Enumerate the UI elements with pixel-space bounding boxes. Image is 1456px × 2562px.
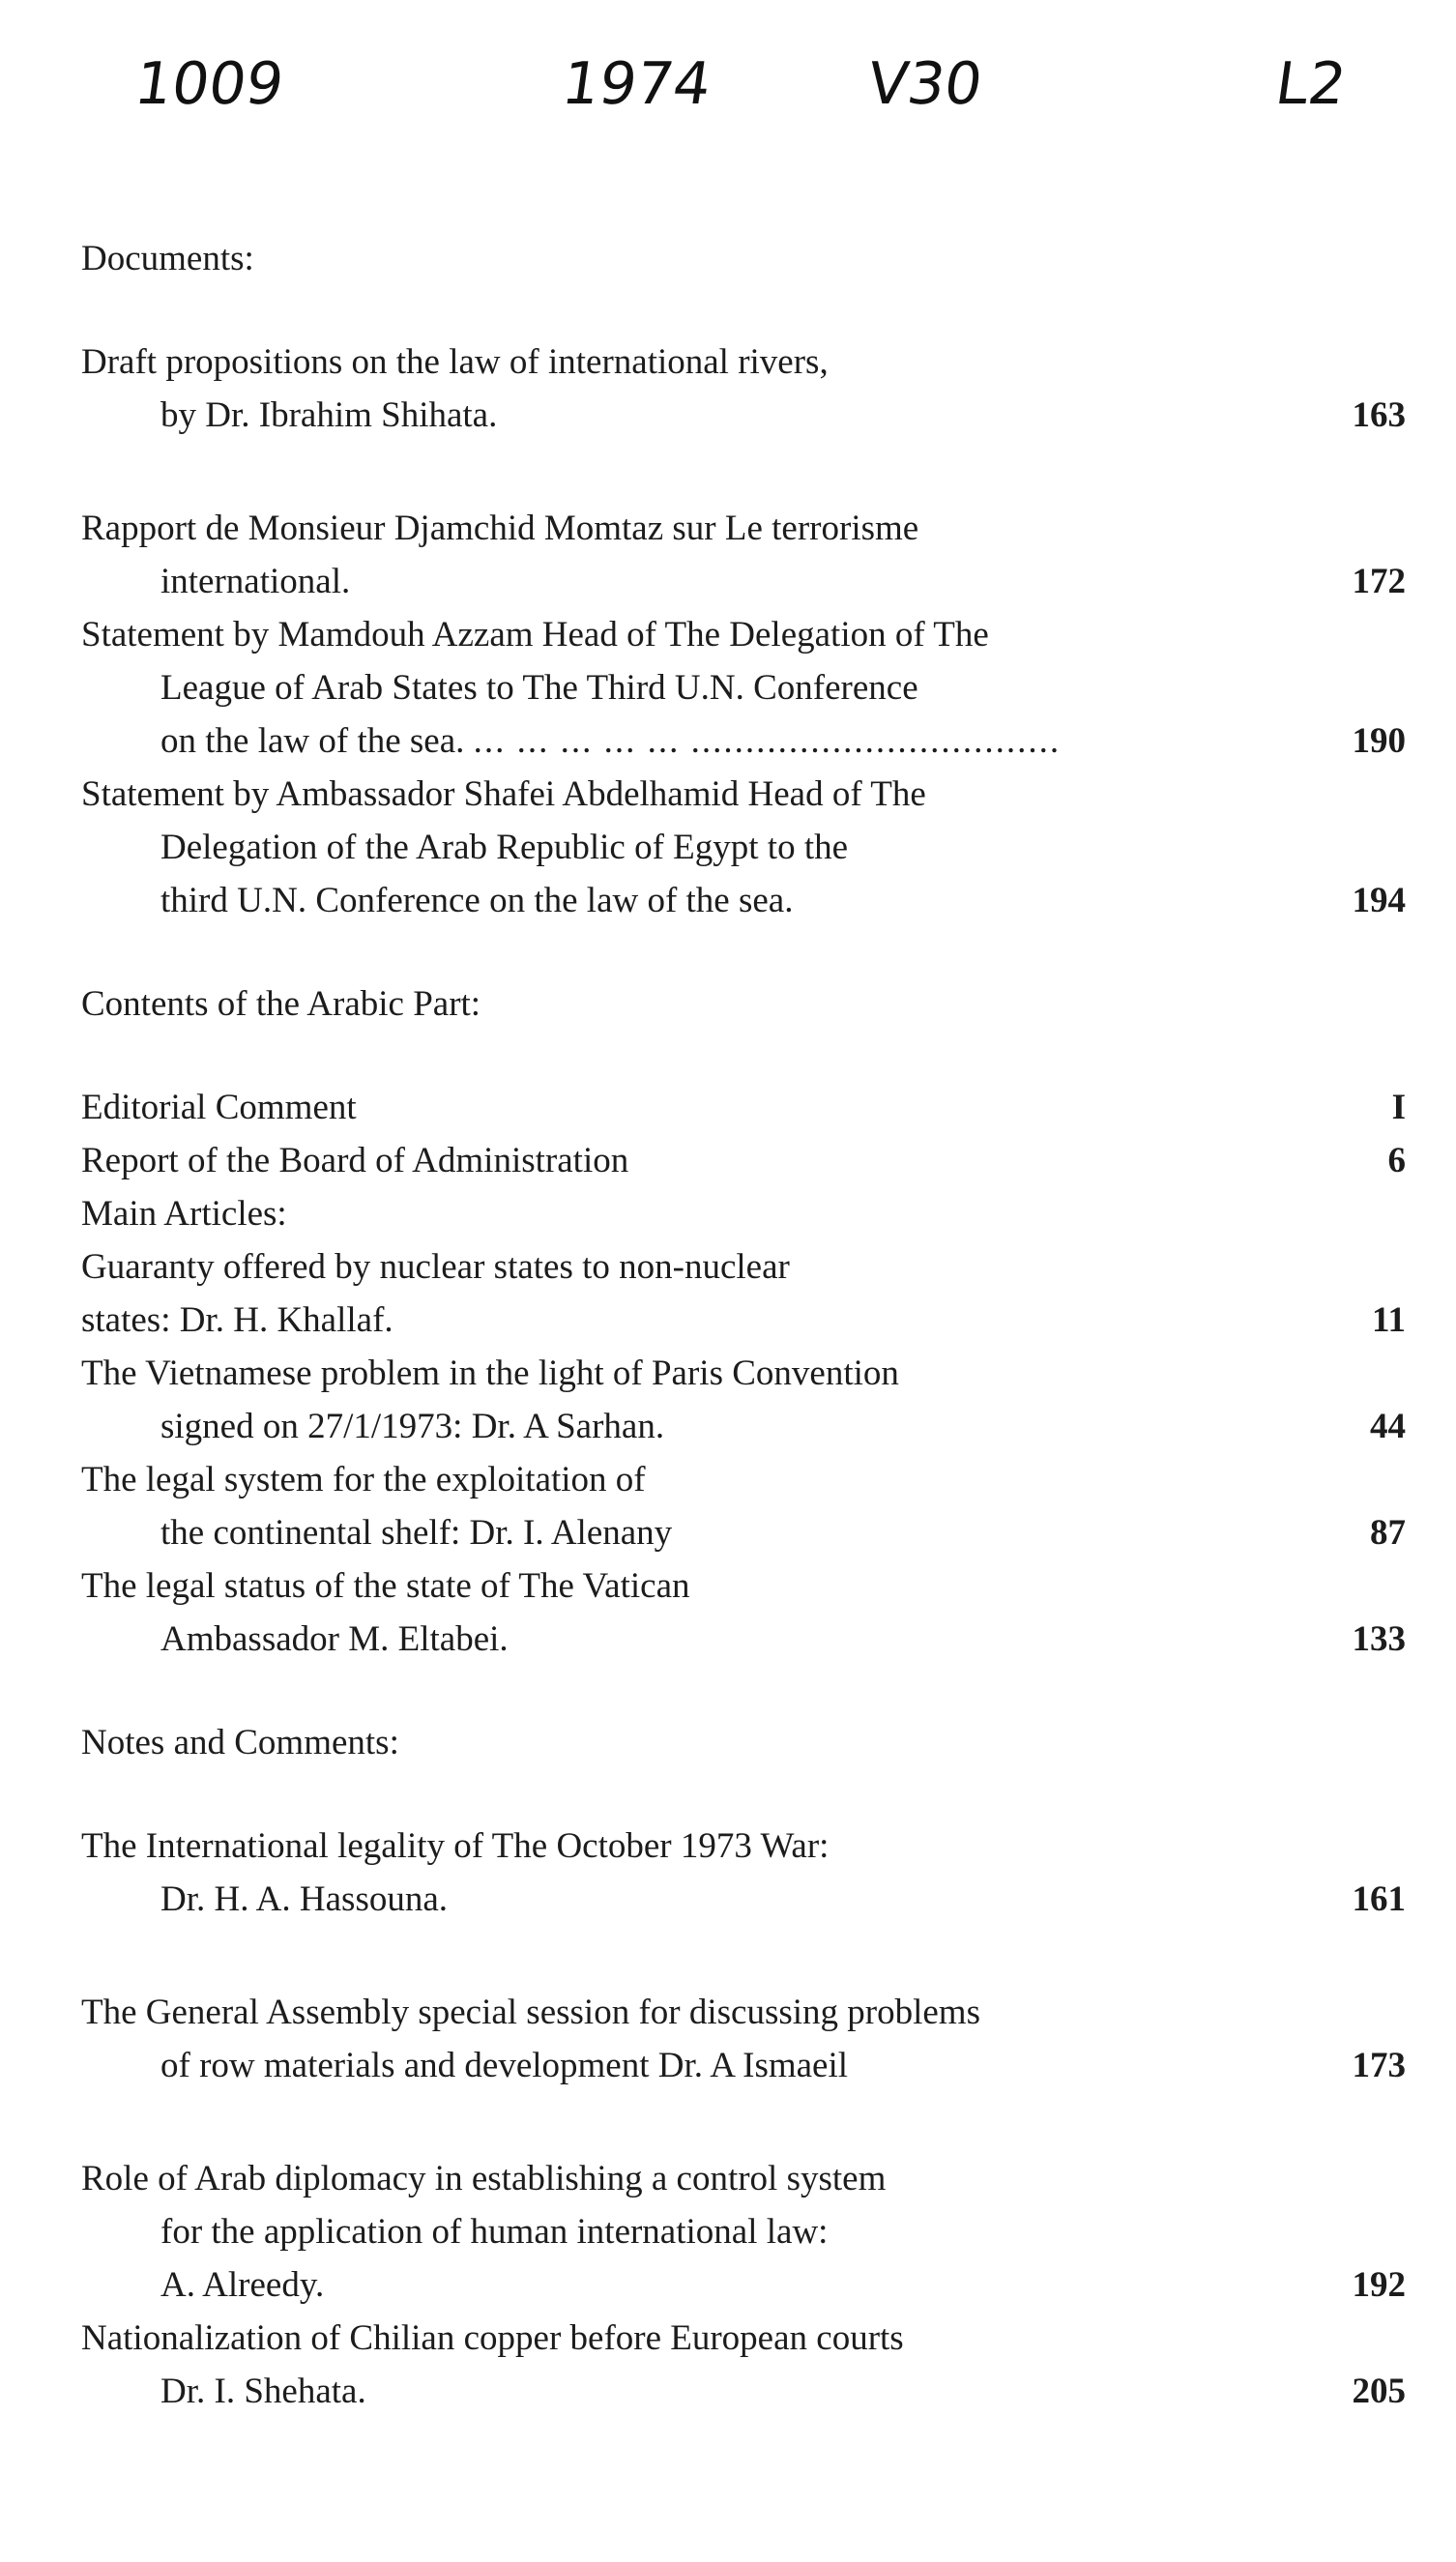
- toc-subheading: [81, 1187, 1406, 1240]
- entry-line: third U.N. Conference on the law of the sea.: [160, 881, 794, 920]
- entry-line: Rapport de Monsieur Djamchid Momtaz sur Le terrorisme: [81, 509, 919, 548]
- dot-leader: ... ... ... ... ... ..................................: [473, 721, 1062, 761]
- entry-line: Draft propositions on the law of international rivers,: [81, 342, 829, 382]
- entry-line: by Dr. Ibrahim Shihata.: [160, 395, 498, 435]
- entry-line: for the application of human international law:: [160, 2212, 829, 2252]
- page-number: 133: [1352, 1619, 1406, 1659]
- toc-entry: [81, 1453, 1406, 1559]
- entry-line: [81, 714, 1406, 768]
- entry-line: the continental shelf: Dr. I. Alenany: [160, 1513, 673, 1553]
- handwritten-code: 1009: [131, 50, 288, 118]
- entry-line: signed on 27/1/1973: Dr. A Sarhan.: [160, 1407, 665, 1446]
- entry-line-text: on the law of the sea.: [160, 721, 465, 761]
- entry-line: Guaranty offered by nuclear states to non-nuclear: [81, 1247, 790, 1287]
- toc-entry: [81, 1559, 1406, 1666]
- entry-line: states: Dr. H. Khallaf.: [81, 1300, 393, 1340]
- entry-line: Report of the Board of Administration: [81, 1141, 629, 1180]
- entry-line: Dr. H. A. Hassouna.: [160, 1879, 449, 1919]
- entry-line: The International legality of The October 1973 War:: [81, 1826, 830, 1866]
- entry-line: of row materials and development Dr. A Ismaeil: [160, 2046, 849, 2085]
- page-number: I: [1391, 1088, 1406, 1127]
- page-number: 205: [1352, 2372, 1406, 2411]
- page-number: 163: [1352, 395, 1406, 435]
- entry-line: Editorial Comment: [81, 1088, 357, 1127]
- toc-entry: [81, 2312, 1406, 2418]
- toc-entry: [81, 1986, 1406, 2092]
- notes-heading: Notes and Comments:: [81, 1723, 399, 1762]
- entry-line: international.: [160, 562, 351, 601]
- toc-entry: [81, 502, 1406, 608]
- toc-entry: [81, 2152, 1406, 2312]
- entry-line: Main Articles:: [81, 1194, 287, 1234]
- page-number: 192: [1352, 2265, 1406, 2305]
- toc-entry: [81, 1240, 1406, 1347]
- toc-entry: [81, 335, 1406, 442]
- entry-line: League of Arab States to The Third U.N. Conference: [160, 668, 918, 708]
- entry-line: Dr. I. Shehata.: [160, 2372, 366, 2411]
- toc-entry: [81, 1081, 1406, 1134]
- entry-line: Nationalization of Chilian copper before European courts: [81, 2318, 904, 2358]
- entry-line: The General Assembly special session for discussing problems: [81, 1993, 980, 2032]
- contents-page: [81, 232, 1406, 2418]
- page-number: 173: [1352, 2046, 1406, 2085]
- page-number: 194: [1352, 881, 1406, 920]
- page-number: 6: [1387, 1141, 1406, 1180]
- page-number: 172: [1352, 562, 1406, 601]
- toc-entry: [81, 1347, 1406, 1453]
- entry-line: A. Alreedy.: [160, 2265, 325, 2305]
- toc-entry: [81, 1820, 1406, 1926]
- handwritten-issue: L2: [1271, 50, 1351, 118]
- entry-line: The legal system for the exploitation of: [81, 1460, 646, 1499]
- entry-line: Statement by Ambassador Shafei Abdelhamid Head of The: [81, 774, 926, 814]
- toc-entry: [81, 608, 1406, 768]
- page-number: 11: [1372, 1300, 1406, 1340]
- page-number: 161: [1352, 1879, 1406, 1919]
- entry-line: Statement by Mamdouh Azzam Head of The Delegation of The: [81, 615, 989, 655]
- entry-line: The Vietnamese problem in the light of Paris Convention: [81, 1354, 899, 1393]
- arabic-part-heading: Contents of the Arabic Part:: [81, 984, 481, 1024]
- documents-heading: Documents:: [81, 239, 254, 278]
- handwritten-year: 1974: [558, 50, 715, 118]
- entry-line: Ambassador M. Eltabei.: [160, 1619, 509, 1659]
- toc-entry: [81, 768, 1406, 927]
- entry-line: Role of Arab diplomacy in establishing a control system: [81, 2159, 887, 2198]
- page-number: 190: [1352, 721, 1406, 761]
- page-number: 87: [1370, 1513, 1406, 1553]
- entry-line: Delegation of the Arab Republic of Egypt to the: [160, 828, 849, 867]
- handwritten-volume: V30: [863, 50, 987, 118]
- entry-line: The legal status of the state of The Vatican: [81, 1566, 690, 1606]
- page-number: 44: [1370, 1407, 1406, 1446]
- toc-entry: [81, 1134, 1406, 1187]
